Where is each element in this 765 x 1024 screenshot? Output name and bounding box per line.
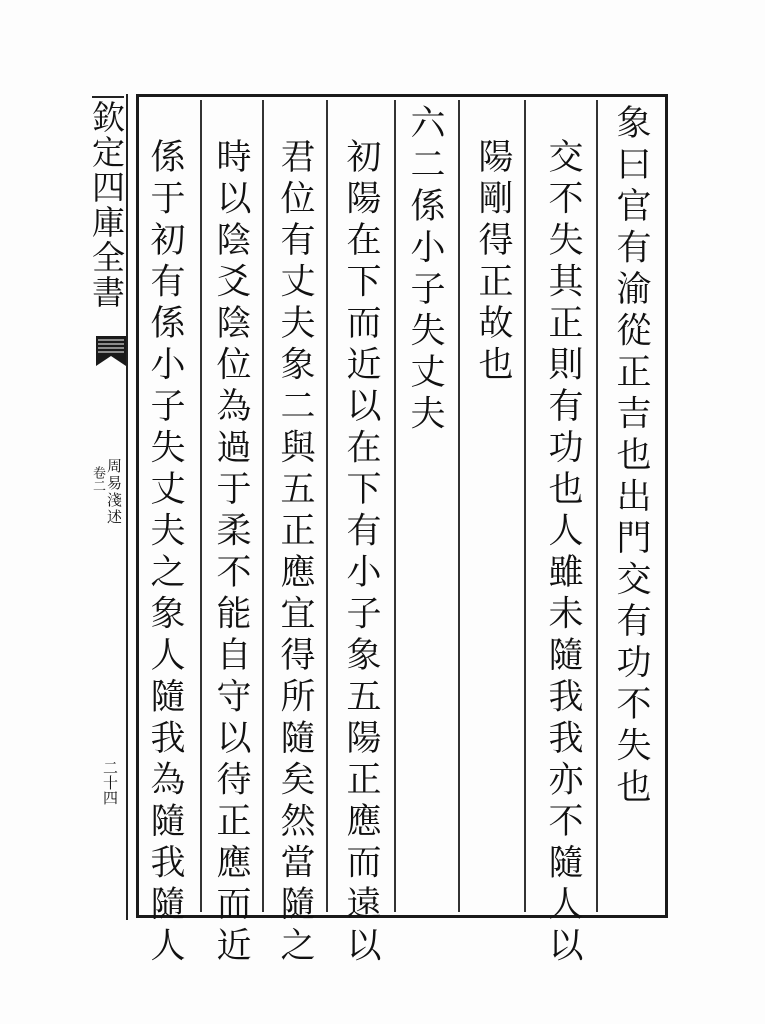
margin-divider xyxy=(126,94,128,920)
column-rule xyxy=(394,100,396,912)
column-rule xyxy=(458,100,460,912)
column-rule xyxy=(524,100,526,912)
column-rule xyxy=(326,100,328,912)
column-rule xyxy=(200,100,202,912)
collection-title: 欽定四庫全書 xyxy=(87,100,126,310)
page-number: 二十四 xyxy=(101,760,119,805)
text-column-7: 時以陰爻陰位為過于柔不能自守以待正應而近 xyxy=(211,138,251,968)
fishtail-mark-icon xyxy=(96,336,126,372)
text-column-8: 係于初有係小子失丈夫之象人隨我為隨我隨人 xyxy=(145,138,185,968)
text-column-4-heading: 六二係小子失丈夫 xyxy=(405,104,445,436)
text-column-5: 初陽在下而近以在下有小子象五陽正應而遠以 xyxy=(341,138,381,968)
text-column-2: 交不失其正則有功也人雖未隨我我亦不隨人以 xyxy=(543,138,583,968)
margin-top-rule xyxy=(92,96,124,98)
column-rule xyxy=(596,100,598,912)
text-column-6: 君位有丈夫象二與五正應宜得所隨矣然當隨之 xyxy=(275,138,315,968)
text-column-3: 陽剛得正故也 xyxy=(473,138,513,387)
juan-number: 卷二 xyxy=(90,466,105,492)
column-rule xyxy=(262,100,264,912)
book-title: 周易淺述 xyxy=(105,458,123,526)
text-column-1: 象曰官有渝從正吉也出門交有功不失也 xyxy=(611,104,651,810)
